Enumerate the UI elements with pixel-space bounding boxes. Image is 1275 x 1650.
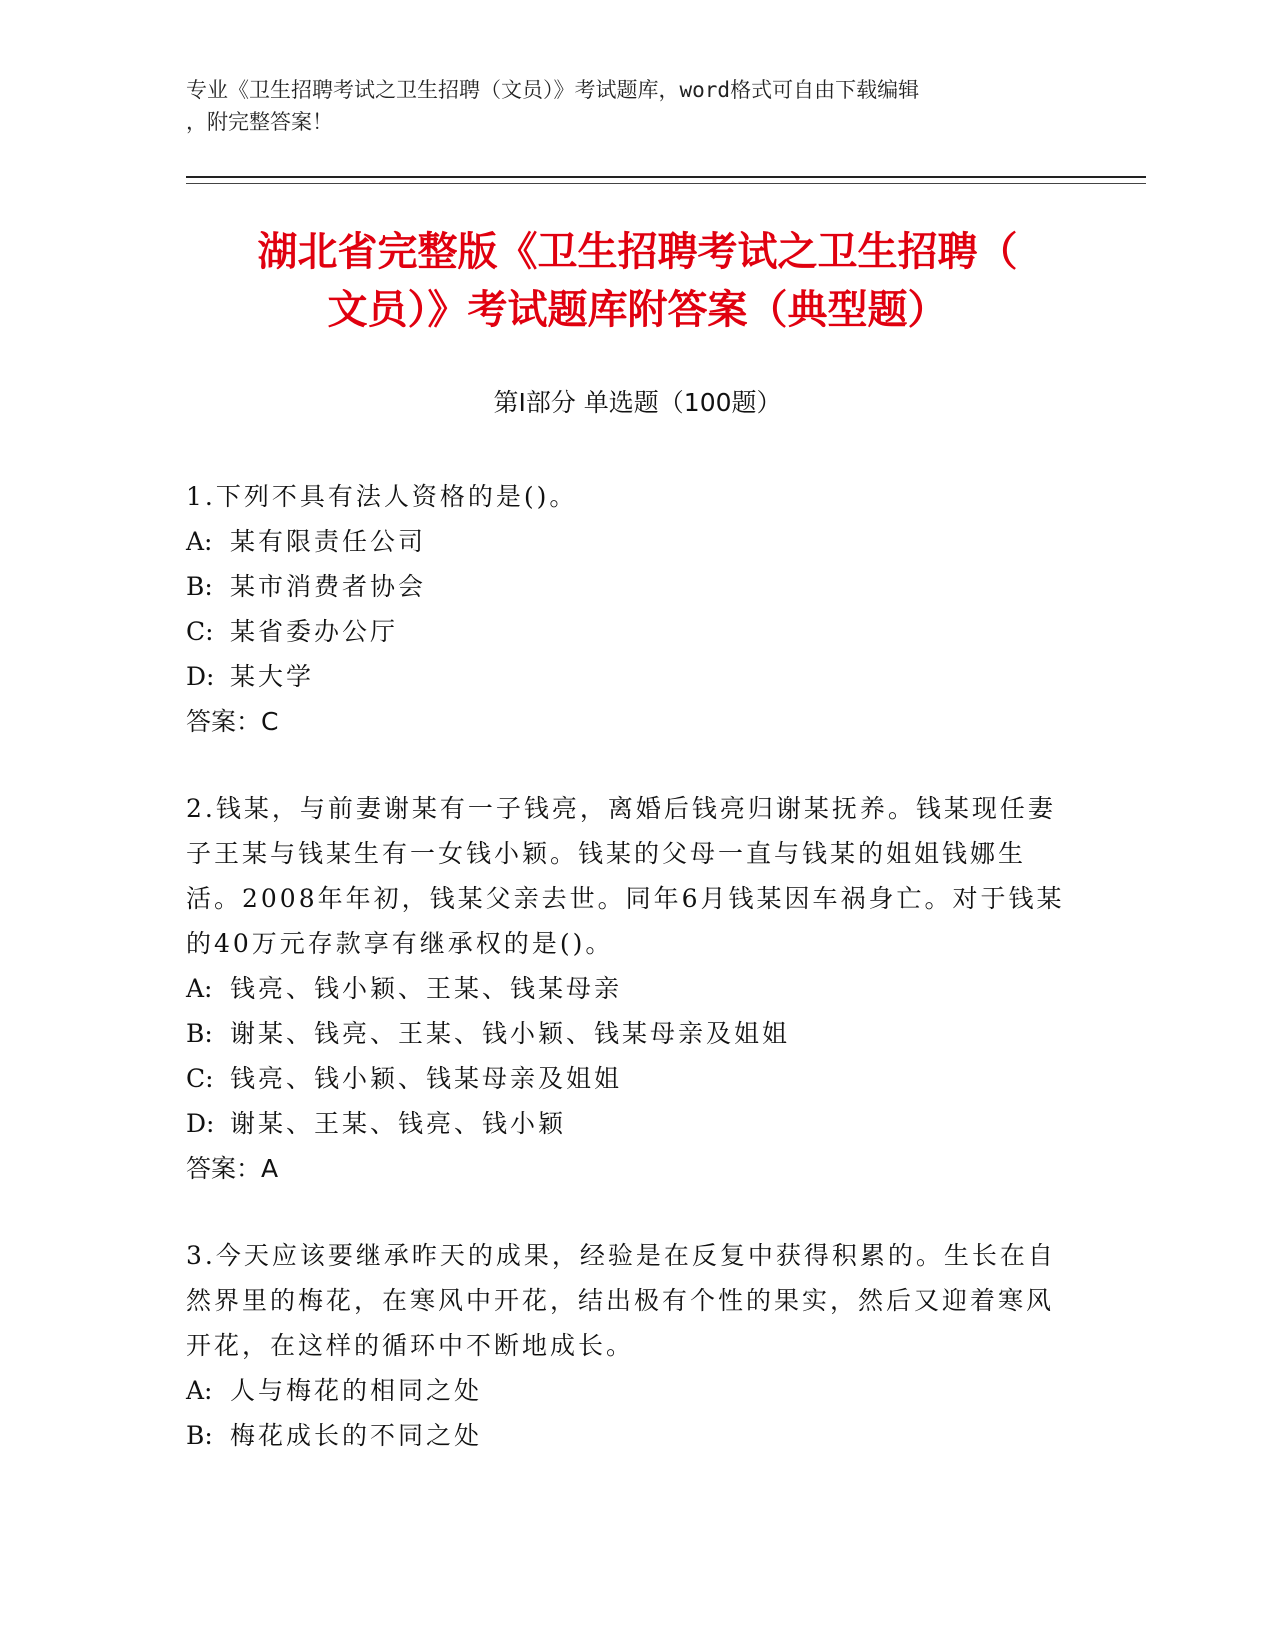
question-2 [186,786,1066,1191]
answer-line: 答案：C [186,707,279,736]
document-title-line-1: 湖北省完整版《卫生招聘考试之卫生招聘（ [257,229,1018,275]
option-text: 钱亮、钱小颖、王某、钱某母亲 [230,974,623,1003]
option-letter: A: [186,527,213,556]
option-d [186,654,1066,699]
document-title-line-2: 文员）》考试题库附答案（典型题） [327,287,948,333]
question-1 [186,474,1066,744]
option-d [186,1101,1066,1146]
option-letter: B: [186,1019,213,1048]
option-letter: D: [186,1109,215,1138]
option-letter: C: [186,1064,214,1093]
option-text: 人与梅花的相同之处 [230,1376,483,1405]
option-letter: D: [186,662,215,691]
option-letter: B: [186,572,213,601]
header-rule-thick [186,176,1146,178]
option-letter: B: [186,1421,213,1450]
option-c [186,1056,1066,1101]
option-letter: C: [186,617,214,646]
option-a [186,519,1066,564]
section-heading: 第Ⅰ部分 单选题（100题） [493,388,782,417]
header-rule-thin [186,183,1146,184]
question-stem: 2.钱某，与前妻谢某有一子钱亮，离婚后钱亮归谢某抚养。钱某现任妻子王某与钱某生有一女钱小颖。钱某的父母一直与钱某的姐姐钱娜生活。2008年年初，钱某父亲去世。同年6月钱某因车祸身亡。对于钱某的40万元存款享有继承权的是()。 [186,794,1065,958]
option-b [186,1413,1066,1458]
option-text: 某有限责任公司 [230,527,427,556]
option-text: 某市消费者协会 [230,572,427,601]
option-b [186,1011,1066,1056]
question-list [186,474,1066,1500]
option-text: 梅花成长的不同之处 [230,1421,483,1450]
option-c [186,609,1066,654]
option-text: 某大学 [230,662,315,691]
header-note-line-1: 专业《卫生招聘考试之卫生招聘（文员）》考试题库，word格式可自由下载编辑 [186,78,920,102]
document-title [160,223,1115,339]
option-text: 钱亮、钱小颖、钱某母亲及姐姐 [230,1064,623,1093]
option-text: 谢某、王某、钱亮、钱小颖 [230,1109,567,1138]
option-text: 谢某、钱亮、王某、钱小颖、钱某母亲及姐姐 [230,1019,791,1048]
header-note-line-2: ，附完整答案！ [186,110,333,134]
option-a [186,966,1066,1011]
question-stem: 1.下列不具有法人资格的是()。 [186,482,578,511]
option-b [186,564,1066,609]
option-text: 某省委办公厅 [230,617,399,646]
question-3 [186,1233,1066,1458]
header-note [186,74,1086,138]
question-stem: 3.今天应该要继承昨天的成果，经验是在反复中获得积累的。生长在自然界里的梅花，在寒风中开花，结出极有个性的果实，然后又迎着寒风开花，在这样的循环中不断地成长。 [186,1241,1056,1360]
option-letter: A: [186,1376,213,1405]
option-a [186,1368,1066,1413]
answer-line: 答案：A [186,1154,279,1183]
option-letter: A: [186,974,213,1003]
